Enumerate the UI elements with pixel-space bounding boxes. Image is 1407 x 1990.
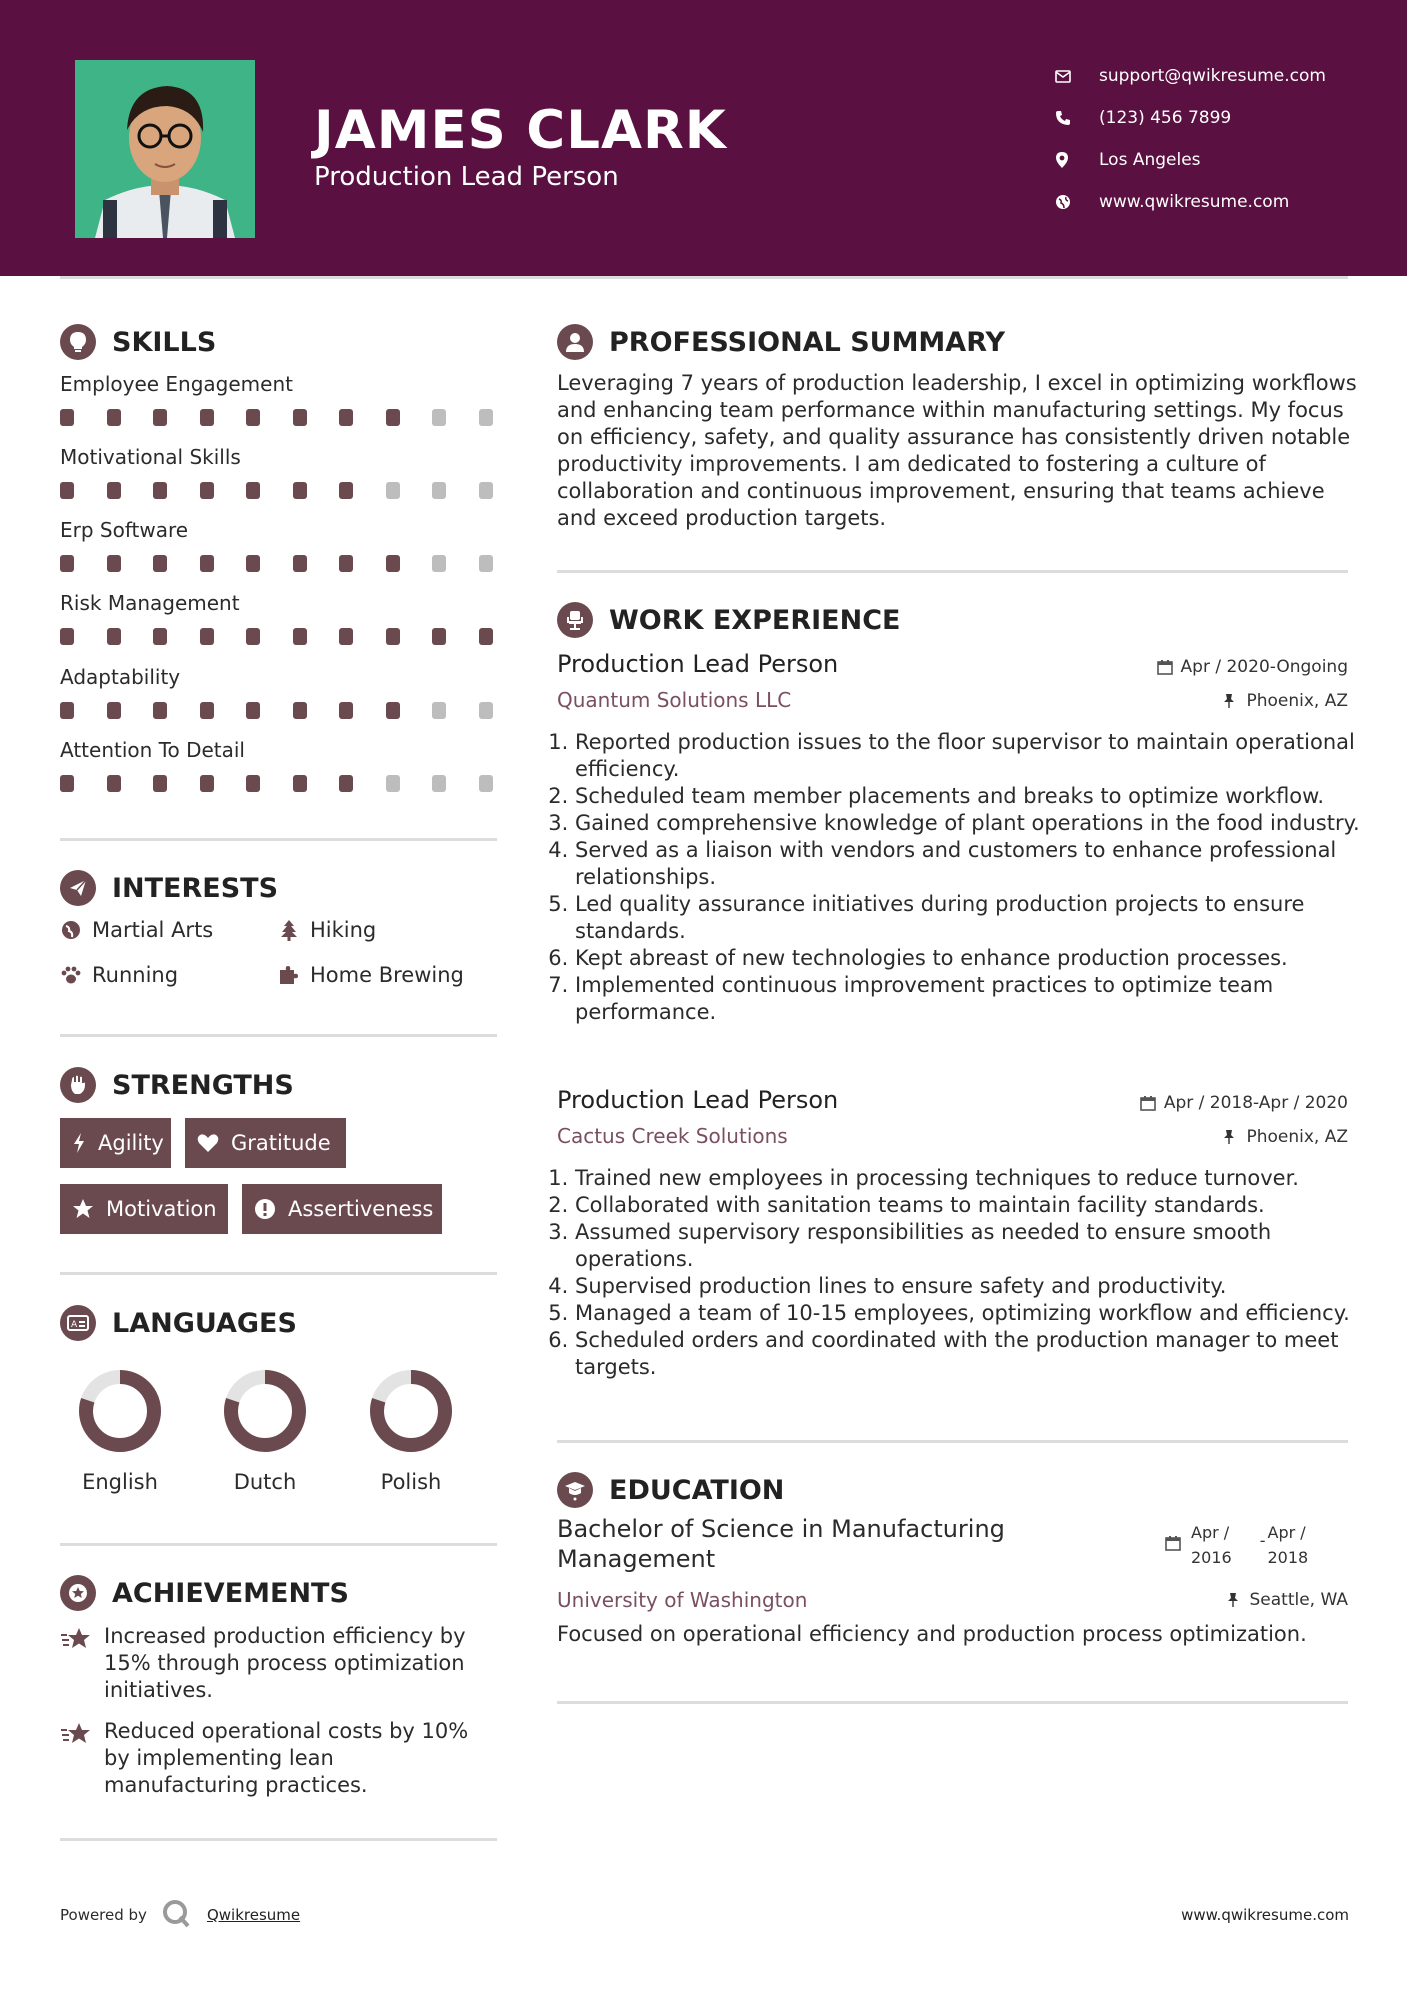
language-item bbox=[351, 1366, 471, 1494]
interest-item: Martial Arts bbox=[60, 918, 213, 942]
education-dates bbox=[1165, 1520, 1308, 1570]
calendar-icon bbox=[1140, 1094, 1158, 1112]
divider bbox=[60, 1272, 497, 1275]
duty-item: 5. Managed a team of 10-15 employees, optimizing workflow and efficiency. bbox=[575, 1300, 1365, 1327]
skill-name: Motivational Skills bbox=[60, 445, 241, 469]
star-burst-icon bbox=[60, 1625, 92, 1653]
skill-name: Employee Engagement bbox=[60, 372, 293, 396]
education-description: Focused on operational efficiency and production process optimization. bbox=[557, 1622, 1307, 1646]
fist-icon bbox=[60, 1067, 96, 1103]
skill-rating bbox=[60, 628, 525, 645]
duty-item: 4. Supervised production lines to ensure safety and productivity. bbox=[575, 1273, 1365, 1300]
job-location: Phoenix, AZ bbox=[1222, 1127, 1348, 1147]
phone-icon bbox=[1055, 108, 1085, 128]
interest-item: Hiking bbox=[278, 918, 376, 942]
star-burst-icon bbox=[60, 1720, 92, 1748]
divider bbox=[60, 1543, 497, 1546]
divider bbox=[60, 1838, 497, 1841]
language-icon bbox=[60, 1305, 96, 1341]
rating-dot-filled bbox=[339, 628, 353, 645]
rating-dot-filled bbox=[386, 409, 400, 426]
job-dates: Apr / 2020-Ongoing bbox=[1157, 657, 1348, 677]
rating-dot-filled bbox=[153, 482, 167, 499]
skill-name: Adaptability bbox=[60, 665, 181, 689]
rating-dot-empty bbox=[479, 775, 493, 792]
rating-dot-empty bbox=[479, 409, 493, 426]
star-icon bbox=[72, 1198, 94, 1220]
pushpin-icon bbox=[1226, 1591, 1244, 1609]
calendar-icon bbox=[1165, 1535, 1181, 1555]
language-label: Dutch bbox=[233, 1470, 297, 1494]
strengths-heading: STRENGTHS bbox=[60, 1067, 294, 1103]
education-heading: EDUCATION bbox=[557, 1472, 784, 1508]
company-name: Cactus Creek Solutions bbox=[557, 1124, 788, 1148]
rating-dot-empty bbox=[432, 775, 446, 792]
skill-rating bbox=[60, 702, 525, 719]
calendar-icon bbox=[1157, 658, 1175, 676]
rating-dot-empty bbox=[432, 409, 446, 426]
summary-heading: PROFESSIONAL SUMMARY bbox=[557, 324, 1005, 360]
job-dates: Apr / 2018-Apr / 2020 bbox=[1140, 1093, 1348, 1113]
job-duties bbox=[557, 729, 1365, 1026]
rating-dot-filled bbox=[60, 482, 74, 499]
rating-dot-filled bbox=[246, 628, 260, 645]
skill-rating bbox=[60, 555, 525, 572]
rating-dot-filled bbox=[200, 409, 214, 426]
rating-dot-empty bbox=[432, 555, 446, 572]
date-dash: - bbox=[1259, 1531, 1266, 1550]
candidate-role: Production Lead Person bbox=[314, 162, 619, 192]
rating-dot-filled bbox=[293, 409, 307, 426]
rating-dot-filled bbox=[107, 409, 121, 426]
powered-by-label: Powered by bbox=[60, 1906, 147, 1924]
language-item bbox=[60, 1366, 180, 1494]
rating-dot-filled bbox=[293, 628, 307, 645]
user-icon bbox=[557, 324, 593, 360]
rating-dot-filled bbox=[386, 555, 400, 572]
duty-item: 3. Assumed supervisory responsibilities as needed to ensure smooth operations. bbox=[575, 1219, 1365, 1273]
strength-tag: Assertiveness bbox=[242, 1184, 442, 1234]
rating-dot-filled bbox=[153, 702, 167, 719]
pushpin-icon bbox=[1222, 1128, 1240, 1146]
rating-dot-filled bbox=[339, 482, 353, 499]
language-ring bbox=[220, 1366, 310, 1456]
rating-dot-filled bbox=[200, 555, 214, 572]
heart-icon bbox=[197, 1132, 219, 1154]
rating-dot-filled bbox=[107, 775, 121, 792]
degree-title: Bachelor of Science in Manufacturing Management bbox=[557, 1515, 1005, 1573]
skill-name: Risk Management bbox=[60, 591, 240, 615]
divider bbox=[557, 1701, 1348, 1704]
company-name: Quantum Solutions LLC bbox=[557, 688, 792, 712]
job-location: Phoenix, AZ bbox=[1222, 691, 1348, 711]
globe-icon bbox=[60, 919, 82, 941]
rating-dot-filled bbox=[153, 775, 167, 792]
divider bbox=[557, 1440, 1348, 1443]
strength-tag: Motivation bbox=[60, 1184, 228, 1234]
strength-tag: Gratitude bbox=[185, 1118, 346, 1168]
education-location: Seattle, WA bbox=[1226, 1590, 1349, 1610]
skill-name: Attention To Detail bbox=[60, 738, 245, 762]
rating-dot-empty bbox=[479, 482, 493, 499]
footer-website[interactable]: www.qwikresume.com bbox=[1181, 1906, 1349, 1924]
paper-plane-icon bbox=[60, 870, 96, 906]
job-title: Production Lead Person bbox=[557, 650, 839, 678]
paw-icon bbox=[60, 964, 82, 986]
rating-dot-filled bbox=[293, 775, 307, 792]
bolt-icon bbox=[72, 1132, 86, 1154]
rating-dot-filled bbox=[246, 482, 260, 499]
rating-dot-filled bbox=[107, 482, 121, 499]
tree-icon bbox=[278, 919, 300, 941]
rating-dot-filled bbox=[339, 702, 353, 719]
experience-heading: WORK EXPERIENCE bbox=[557, 602, 900, 638]
achievement-item: Reduced operational costs by 10% by implementing lean manufacturing practices. bbox=[60, 1718, 494, 1799]
duty-item: 6. Kept abreast of new technologies to enhance production processes. bbox=[575, 945, 1365, 972]
skill-rating bbox=[60, 775, 525, 792]
language-label: English bbox=[82, 1470, 158, 1494]
language-ring bbox=[366, 1366, 456, 1456]
rating-dot-filled bbox=[60, 555, 74, 572]
rating-dot-filled bbox=[246, 702, 260, 719]
interests-heading: INTERESTS bbox=[60, 870, 278, 906]
rating-dot-filled bbox=[60, 409, 74, 426]
rating-dot-filled bbox=[107, 702, 121, 719]
skills-heading: SKILLS bbox=[60, 324, 216, 360]
contact-location: Los Angeles bbox=[1055, 139, 1326, 181]
map-pin-icon bbox=[1055, 150, 1085, 170]
rating-dot-filled bbox=[60, 775, 74, 792]
rating-dot-filled bbox=[200, 628, 214, 645]
qwikresume-logo-icon bbox=[161, 1898, 191, 1932]
divider bbox=[60, 838, 497, 841]
skill-rating bbox=[60, 409, 525, 426]
globe-icon bbox=[1055, 192, 1085, 212]
lightbulb-icon bbox=[60, 324, 96, 360]
rating-dot-filled bbox=[153, 628, 167, 645]
envelope-icon bbox=[1055, 66, 1085, 86]
rating-dot-filled bbox=[386, 628, 400, 645]
contact-website[interactable]: www.qwikresume.com bbox=[1055, 181, 1326, 223]
languages-heading: A LANGUAGES bbox=[60, 1305, 297, 1341]
job-title: Production Lead Person bbox=[557, 1086, 839, 1114]
duty-item: 1. Reported production issues to the floor supervisor to maintain operational efficiency. bbox=[575, 729, 1365, 783]
duty-item: 2. Scheduled team member placements and breaks to optimize workflow. bbox=[575, 783, 1365, 810]
rating-dot-filled bbox=[200, 702, 214, 719]
language-item bbox=[205, 1366, 325, 1494]
qwikresume-link[interactable]: Qwikresume bbox=[206, 1906, 301, 1924]
contact-email[interactable]: support@qwikresume.com bbox=[1055, 55, 1326, 97]
rating-dot-empty bbox=[386, 775, 400, 792]
education-start: Apr / 2016 bbox=[1191, 1523, 1232, 1567]
svg-text:A: A bbox=[71, 1320, 78, 1330]
profile-photo bbox=[75, 60, 255, 238]
duty-item: 5. Led quality assurance initiatives during production projects to ensure standards. bbox=[575, 891, 1365, 945]
rating-dot-filled bbox=[107, 555, 121, 572]
education-end: Apr / 2018 bbox=[1267, 1523, 1309, 1567]
job-duties bbox=[557, 1165, 1365, 1381]
rating-dot-empty bbox=[432, 702, 446, 719]
rating-dot-filled bbox=[339, 775, 353, 792]
rating-dot-filled bbox=[246, 555, 260, 572]
rating-dot-filled bbox=[246, 775, 260, 792]
rating-dot-filled bbox=[60, 702, 74, 719]
pushpin-icon bbox=[1222, 692, 1240, 710]
rating-dot-filled bbox=[153, 555, 167, 572]
rating-dot-empty bbox=[479, 555, 493, 572]
summary-text: Leveraging 7 years of production leadership, I excel in optimizing workflows and enhancing team performance within manufacturing settings. My focus on efficiency, safety, and quality assurance has consistently driven notable productivity improvements. I am dedicated to fostering a culture of collaboration and continuous improvement, ensuring that teams achieve and exceed production targets. bbox=[557, 371, 1357, 530]
graduation-icon bbox=[557, 1472, 593, 1508]
rating-dot-filled bbox=[200, 775, 214, 792]
rating-dot-filled bbox=[293, 702, 307, 719]
rating-dot-filled bbox=[107, 628, 121, 645]
achievements-heading: ACHIEVEMENTS bbox=[60, 1575, 349, 1611]
rating-dot-filled bbox=[60, 628, 74, 645]
contact-list bbox=[1055, 55, 1326, 223]
rating-dot-empty bbox=[386, 482, 400, 499]
skill-name: Erp Software bbox=[60, 518, 189, 542]
office-chair-icon bbox=[557, 602, 593, 638]
rating-dot-filled bbox=[246, 409, 260, 426]
rating-dot-filled bbox=[479, 628, 493, 645]
divider bbox=[557, 570, 1348, 573]
duty-item: 6. Scheduled orders and coordinated with the production manager to meet targets. bbox=[575, 1327, 1365, 1381]
rating-dot-filled bbox=[339, 555, 353, 572]
resume-header bbox=[0, 0, 1407, 276]
puzzle-icon bbox=[278, 964, 300, 986]
skill-rating bbox=[60, 482, 525, 499]
language-label: Polish bbox=[380, 1470, 442, 1494]
rating-dot-filled bbox=[339, 409, 353, 426]
candidate-name: JAMES CLARK bbox=[314, 100, 727, 161]
interest-item: Running bbox=[60, 963, 178, 987]
contact-phone[interactable]: (123) 456 7899 bbox=[1055, 97, 1326, 139]
rating-dot-filled bbox=[386, 702, 400, 719]
duty-item: 2. Collaborated with sanitation teams to maintain facility standards. bbox=[575, 1192, 1365, 1219]
rating-dot-filled bbox=[293, 482, 307, 499]
rating-dot-filled bbox=[200, 482, 214, 499]
rating-dot-empty bbox=[479, 702, 493, 719]
achievement-item: Increased production efficiency by 15% through process optimization initiatives. bbox=[60, 1623, 494, 1704]
rating-dot-filled bbox=[432, 628, 446, 645]
language-ring bbox=[75, 1366, 165, 1456]
exclamation-icon bbox=[254, 1198, 276, 1220]
duty-item: 3. Gained comprehensive knowledge of plant operations in the food industry. bbox=[575, 810, 1365, 837]
duty-item: 7. Implemented continuous improvement practices to optimize team performance. bbox=[575, 972, 1365, 1026]
rating-dot-empty bbox=[432, 482, 446, 499]
interest-item: Home Brewing bbox=[278, 963, 464, 987]
school-name: University of Washington bbox=[557, 1588, 808, 1612]
footer-branding bbox=[60, 1898, 300, 1932]
duty-item: 1. Trained new employees in processing techniques to reduce turnover. bbox=[575, 1165, 1365, 1192]
divider bbox=[60, 276, 1348, 279]
divider bbox=[60, 1034, 497, 1037]
strength-tag: Agility bbox=[60, 1118, 171, 1168]
award-icon bbox=[60, 1575, 96, 1611]
rating-dot-filled bbox=[153, 409, 167, 426]
rating-dot-filled bbox=[293, 555, 307, 572]
duty-item: 4. Served as a liaison with vendors and customers to enhance professional relationships. bbox=[575, 837, 1365, 891]
